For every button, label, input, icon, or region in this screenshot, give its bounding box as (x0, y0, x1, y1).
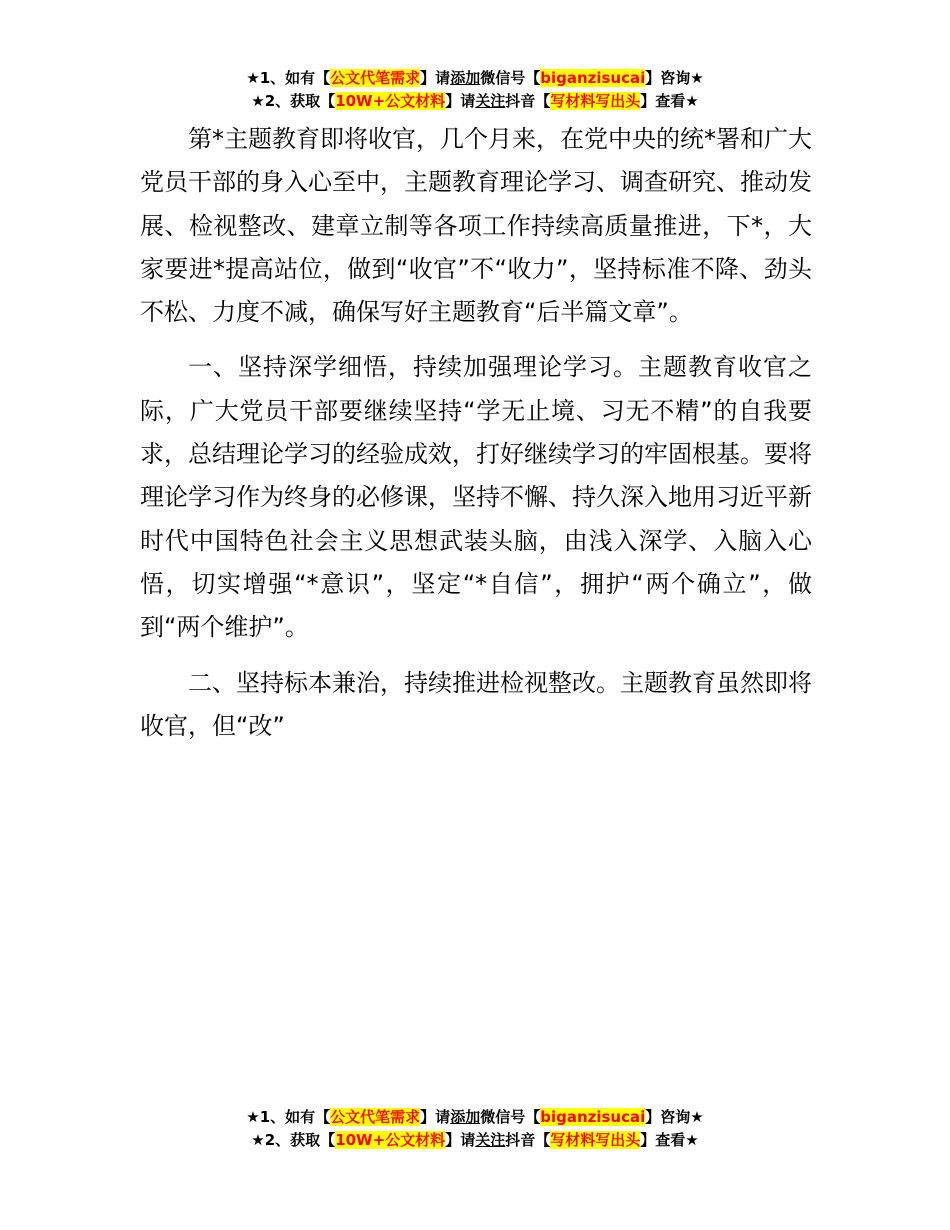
body-paragraph-1: 第*主题教育即将收官，几个月来，在党中央的统*署和广大党员干部的身入心至中，主题教育理论学习、调查研究、推动发展、检视整改、建章立制等各项工作持续高质量推进，下*，大家要进*提高站位，做到“收官”不“收力”，坚持标准不降、劲头不松、力度不减，确保写好主题教育“后半篇文章”。 (140, 125, 812, 327)
header-line-2-text: 】请 (445, 92, 476, 110)
header-line-2-emphasis: 关注 (475, 92, 506, 110)
body-paragraph-3: 二、坚持标本兼治，持续推进检视整改。主题教育虽然即将收官，但“改” (140, 668, 812, 740)
footer-line-2-prefix: ★2、获取【 (251, 1131, 336, 1149)
footer-line-1-highlight-service: 公文代笔需求 (330, 1108, 421, 1126)
footer-line-1-suffix: 】咨询★ (645, 1108, 704, 1126)
footer-line-2 (0, 1129, 950, 1152)
footer-line-1-prefix: ★1、如有【 (246, 1108, 331, 1126)
body-paragraph-2: 一、坚持深学细悟，持续加强理论学习。主题教育收官之际，广大党员干部要继续坚持“学无止境、习无不精”的自我要求，总结理论学习的经验成效，打好继续学习的牢固根基。要将理论学习作为终身的必修课，坚持不懈、持久深入地用习近平新时代中国特色社会主义思想武装头脑，由浅入深学、入脑入心悟，切实增强“*意识”，坚定“*自信”，拥护“两个确立”，做到“两个维护”。 (140, 353, 812, 642)
footer-banner (0, 1106, 950, 1152)
header-line-2-text-2: 抖音【 (505, 92, 551, 110)
header-line-1 (0, 67, 950, 90)
document-body (140, 118, 812, 748)
header-banner (0, 67, 950, 113)
header-line-2 (0, 90, 950, 113)
footer-line-1-emphasis: 添加 (450, 1108, 481, 1126)
header-line-1-wechat-id: biganzisucai (540, 69, 646, 87)
footer-line-2-suffix: 】查看★ (640, 1131, 699, 1149)
footer-line-2-text: 】请 (445, 1131, 476, 1149)
header-line-1-text-2: 微信号【 (480, 69, 541, 87)
footer-line-1 (0, 1106, 950, 1129)
header-line-2-prefix: ★2、获取【 (251, 92, 336, 110)
header-line-1-suffix: 】咨询★ (645, 69, 704, 87)
header-line-2-douyin-account: 写材料写出头 (550, 92, 641, 110)
footer-line-1-text: 】请 (420, 1108, 451, 1126)
header-line-2-suffix: 】查看★ (640, 92, 699, 110)
header-line-1-text: 】请 (420, 69, 451, 87)
header-line-2-highlight-materials: 10W+公文材料 (335, 92, 446, 110)
footer-line-2-highlight-materials: 10W+公文材料 (335, 1131, 446, 1149)
header-line-1-emphasis: 添加 (450, 69, 481, 87)
footer-line-1-wechat-id: biganzisucai (540, 1108, 646, 1126)
header-line-1-prefix: ★1、如有【 (246, 69, 331, 87)
footer-line-2-emphasis: 关注 (475, 1131, 506, 1149)
footer-line-2-text-2: 抖音【 (505, 1131, 551, 1149)
header-line-1-highlight-service: 公文代笔需求 (330, 69, 421, 87)
footer-line-2-douyin-account: 写材料写出头 (550, 1131, 641, 1149)
footer-line-1-text-2: 微信号【 (480, 1108, 541, 1126)
